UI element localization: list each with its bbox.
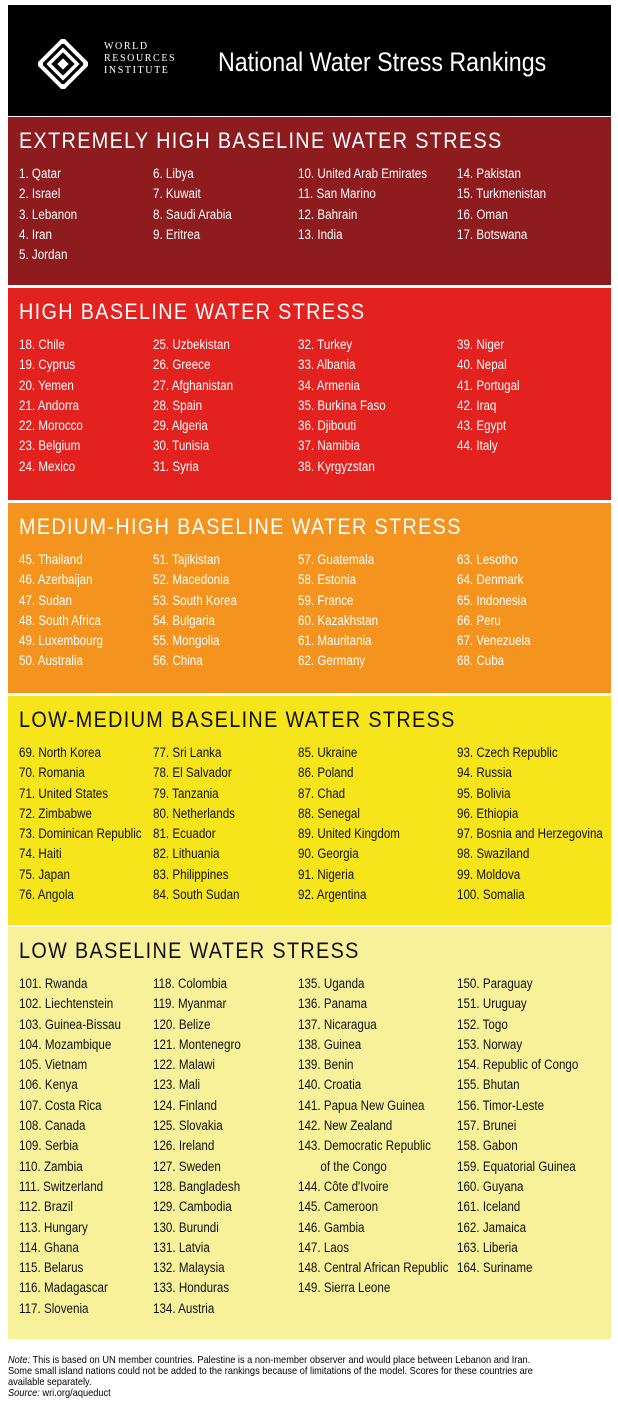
ranking-column (298, 550, 448, 672)
org-name (104, 41, 200, 77)
ranking-item: 153. Norway (457, 1036, 523, 1052)
ranking-item: 67. Venezuela (457, 633, 531, 649)
ranking-item: 49. Luxembourg (19, 633, 103, 649)
ranking-item: 106. Kenya (19, 1077, 78, 1093)
ranking-item: 37. Namibia (298, 438, 360, 454)
ranking-item: 22. Morocco (19, 418, 83, 434)
ranking-item: 101. Rwanda (19, 976, 88, 991)
ranking-column (153, 974, 303, 1319)
ranking-item: 3. Lebanon (19, 206, 78, 222)
ranking-item: 63. Lesotho (457, 552, 518, 567)
ranking-item: 71. United States (19, 785, 109, 801)
ranking-item: 151. Uruguay (457, 996, 527, 1012)
ranking-column (457, 974, 607, 1278)
ranking-item: 24. Mexico (19, 458, 76, 474)
ranking-item: 34. Armenia (298, 377, 360, 393)
ranking-item: 97. Bosnia and Herzegovina (457, 826, 603, 842)
ranking-item: 152. Togo (457, 1016, 508, 1032)
ranking-item: 96. Ethiopia (457, 805, 519, 821)
ranking-item: 35. Burkina Faso (298, 397, 386, 413)
ranking-column (19, 335, 169, 477)
ranking-item: 1. Qatar (19, 166, 61, 181)
ranking-item: 58. Estonia (298, 572, 357, 588)
ranking-item: 157. Brunei (457, 1118, 517, 1134)
ranking-item: 65. Indonesia (457, 592, 527, 608)
ranking-item: 159. Equatorial Guinea (457, 1158, 576, 1174)
ranking-item: 111. Switzerland (19, 1178, 104, 1194)
source-line (8, 1388, 539, 1399)
ranking-item: 129. Cambodia (153, 1199, 232, 1215)
ranking-item: 64. Denmark (457, 572, 524, 588)
section-low-medium (8, 696, 611, 925)
ranking-item: 142. New Zealand (298, 1118, 393, 1134)
org-name-line-1: WORLD (104, 41, 149, 52)
ranking-item: 116. Madagascar (19, 1280, 108, 1296)
ranking-column (298, 164, 448, 245)
ranking-item: 110. Zambia (19, 1158, 83, 1174)
ranking-item: 42. Iraq (457, 397, 497, 413)
ranking-item: 68. Cuba (457, 653, 505, 669)
ranking-item: 95. Bolivia (457, 785, 511, 801)
note-line-2: Some small island nations could not be added to the rankings because of limitations of the model. Scores for these countries are (8, 1365, 533, 1377)
section-title: HIGH BASELINE WATER STRESS (19, 299, 366, 324)
ranking-item: 156. Timor-Leste (457, 1097, 545, 1113)
ranking-item: 85. Ukraine (298, 745, 358, 760)
ranking-item: 28. Spain (153, 397, 203, 413)
ranking-item: 161. Iceland (457, 1199, 521, 1215)
ranking-item: 36. Djibouti (298, 418, 357, 434)
ranking-item: 23. Belgium (19, 438, 81, 454)
ranking-item: 150. Paraguay (457, 976, 533, 991)
ranking-item: 47. Sudan (19, 592, 72, 608)
ranking-item: 147. Laos (298, 1239, 350, 1255)
ranking-item: 66. Peru (457, 612, 501, 628)
ranking-item: 77. Sri Lanka (153, 745, 222, 760)
ranking-item: 84. South Sudan (153, 887, 240, 903)
ranking-item: 89. United Kingdom (298, 826, 400, 842)
ranking-item: 38. Kyrgyzstan (298, 458, 375, 474)
ranking-column (298, 335, 448, 477)
ranking-item: 76. Angola (19, 887, 74, 903)
ranking-item: 61. Mauritania (298, 633, 372, 649)
ranking-item: 98. Swaziland (457, 846, 530, 862)
ranking-item: 122. Malawi (153, 1057, 215, 1073)
ranking-item: 135. Uganda (298, 976, 365, 991)
ranking-item: 16. Oman (457, 206, 508, 222)
ranking-item: 112. Brazil (19, 1199, 73, 1215)
ranking-column (153, 550, 303, 672)
ranking-item: 78. El Salvador (153, 765, 232, 781)
section-low (8, 927, 611, 1339)
ranking-item: 127. Sweden (153, 1158, 221, 1174)
section-medium-high (8, 503, 611, 693)
section-extremely-high (8, 117, 611, 285)
ranking-item: 18. Chile (19, 337, 65, 352)
ranking-item: 139. Benin (298, 1057, 354, 1073)
ranking-item: 60. Kazakhstan (298, 612, 379, 628)
ranking-item: 149. Sierra Leone (298, 1280, 391, 1296)
ranking-column (153, 743, 303, 905)
ranking-item: 102. Liechtenstein (19, 996, 114, 1012)
section-title: LOW BASELINE WATER STRESS (19, 938, 360, 963)
ranking-item: 57. Guatemala (298, 552, 375, 567)
section-title: MEDIUM-HIGH BASELINE WATER STRESS (19, 514, 462, 539)
ranking-item: 119. Myanmar (153, 996, 227, 1012)
ranking-item: 56. China (153, 653, 203, 669)
ranking-item: 141. Papua New Guinea (298, 1097, 425, 1113)
ranking-item: 2. Israel (19, 186, 61, 202)
ranking-column (19, 743, 169, 905)
ranking-item: 17. Botswana (457, 226, 528, 242)
ranking-item: 144. Côte d'Ivoire (298, 1178, 389, 1194)
ranking-item: 4. Iran (19, 226, 52, 242)
ranking-item: 114. Ghana (19, 1239, 79, 1255)
ranking-item: 160. Guyana (457, 1178, 524, 1194)
ranking-item: 154. Republic of Congo (457, 1057, 579, 1073)
ranking-column (457, 550, 607, 672)
ranking-item: 10. United Arab Emirates (298, 166, 428, 181)
ranking-item: 46. Azerbaijan (19, 572, 93, 588)
ranking-item: 51. Tajikistan (153, 552, 220, 567)
note-label: Note: (8, 1354, 31, 1366)
ranking-item: 100. Somalia (457, 887, 525, 903)
ranking-item: 54. Bulgaria (153, 612, 215, 628)
ranking-item: 104. Mozambique (19, 1036, 112, 1052)
ranking-item: 162. Jamaica (457, 1219, 527, 1235)
ranking-item: 69. North Korea (19, 745, 101, 760)
ranking-item: 62. Germany (298, 653, 366, 669)
section-high (8, 288, 611, 500)
ranking-item: 115. Belarus (19, 1260, 84, 1276)
ranking-item: 45. Thailand (19, 552, 83, 567)
ranking-column (457, 164, 607, 245)
ranking-item: 12. Bahrain (298, 206, 358, 222)
ranking-item: 29. Algeria (153, 418, 208, 434)
ranking-column (19, 550, 169, 672)
ranking-item: 126. Ireland (153, 1138, 215, 1154)
ranking-item: 53. South Korea (153, 592, 237, 608)
ranking-column (298, 974, 448, 1299)
note-text-1: This is based on UN member countries. Palestine is a non-member observer and would place between Lebanon and Iran. (30, 1354, 531, 1366)
ranking-column (19, 164, 169, 265)
ranking-column (457, 743, 607, 905)
ranking-item: 21. Andorra (19, 397, 80, 413)
ranking-item: 164. Suriname (457, 1260, 533, 1276)
org-name-line-2: RESOURCES (104, 53, 177, 64)
ranking-item: 113. Hungary (19, 1219, 88, 1235)
ranking-item: 5. Jordan (19, 247, 68, 263)
ranking-item: 52. Macedonia (153, 572, 230, 588)
ranking-item: 108. Canada (19, 1118, 86, 1134)
ranking-item: 145. Cameroon (298, 1199, 379, 1215)
section-title: LOW-MEDIUM BASELINE WATER STRESS (19, 707, 456, 732)
ranking-item: 8. Saudi Arabia (153, 206, 232, 222)
ranking-item: 43. Egypt (457, 418, 507, 434)
ranking-item: 13. India (298, 226, 343, 242)
ranking-item: 55. Mongolia (153, 633, 220, 649)
ranking-item: 92. Argentina (298, 887, 367, 903)
ranking-item: 143. Democratic Republic (298, 1138, 431, 1154)
source-text: wri.org/aqueduct (39, 1387, 111, 1399)
ranking-item: 7. Kuwait (153, 186, 201, 202)
ranking-item: 74. Haiti (19, 846, 62, 862)
ranking-item: 20. Yemen (19, 377, 74, 393)
ranking-item: 50. Australia (19, 653, 83, 669)
ranking-item: 39. Niger (457, 337, 505, 352)
ranking-column (298, 743, 448, 905)
ranking-item: 15. Turkmenistan (457, 186, 547, 202)
ranking-item: 125. Slovakia (153, 1118, 223, 1134)
ranking-column (19, 974, 169, 1319)
ranking-item: 105. Vietnam (19, 1057, 88, 1073)
ranking-item: 123. Mali (153, 1077, 201, 1093)
ranking-item: 33. Albania (298, 357, 356, 373)
ranking-item: 93. Czech Republic (457, 745, 558, 760)
ranking-item: 11. San Marino (298, 186, 376, 202)
ranking-item: 134. Austria (153, 1300, 215, 1316)
ranking-item: 31. Syria (153, 458, 199, 474)
ranking-item: 103. Guinea-Bissau (19, 1016, 121, 1032)
ranking-item: 138. Guinea (298, 1036, 362, 1052)
ranking-item: 94. Russia (457, 765, 512, 781)
ranking-item: 118. Colombia (153, 976, 228, 991)
note-line-3: available separately. (8, 1376, 92, 1388)
ranking-item: 99. Moldova (457, 866, 521, 882)
ranking-column (457, 335, 607, 457)
ranking-item: 9. Eritrea (153, 226, 201, 242)
section-title: EXTREMELY HIGH BASELINE WATER STRESS (19, 128, 503, 153)
ranking-item: 163. Liberia (457, 1239, 518, 1255)
ranking-item: 14. Pakistan (457, 166, 521, 181)
ranking-item: 81. Ecuador (153, 826, 216, 842)
ranking-item: 40. Nepal (457, 357, 507, 373)
ranking-item: 87. Chad (298, 785, 346, 801)
ranking-item: 133. Honduras (153, 1280, 230, 1296)
ranking-item: 140. Croatia (298, 1077, 362, 1093)
ranking-item: 128. Bangladesh (153, 1178, 241, 1194)
ranking-item: 19. Cyprus (19, 357, 76, 373)
ranking-item: 90. Georgia (298, 846, 359, 862)
ranking-item: 158. Gabon (457, 1138, 518, 1154)
ranking-item: 91. Nigeria (298, 866, 355, 882)
page-title: National Water Stress Rankings (218, 47, 547, 77)
ranking-item: 80. Netherlands (153, 805, 235, 821)
ranking-item: 130. Burundi (153, 1219, 219, 1235)
ranking-item: 124. Finland (153, 1097, 217, 1113)
ranking-item: 107. Costa Rica (19, 1097, 102, 1113)
ranking-item: 120. Belize (153, 1016, 211, 1032)
ranking-item: 136. Panama (298, 996, 368, 1012)
ranking-item: 70. Romania (19, 765, 85, 781)
ranking-item: 83. Philippines (153, 866, 229, 882)
ranking-item: 72. Zimbabwe (19, 805, 92, 821)
ranking-item: 146. Gambia (298, 1219, 365, 1235)
ranking-item: 30. Tunisia (153, 438, 210, 454)
ranking-item: 73. Dominican Republic (19, 826, 142, 842)
ranking-item: 26. Greece (153, 357, 211, 373)
ranking-item: 88. Senegal (298, 805, 360, 821)
wri-knot-logo-icon (38, 39, 88, 89)
ranking-item: 82. Lithuania (153, 846, 220, 862)
ranking-item: 155. Bhutan (457, 1077, 520, 1093)
ranking-item: of the Congo (320, 1158, 387, 1174)
ranking-column (153, 335, 303, 477)
ranking-item: 25. Uzbekistan (153, 337, 230, 352)
ranking-item: 6. Libya (153, 166, 194, 181)
ranking-item: 59. France (298, 592, 354, 608)
footnotes (8, 1355, 611, 1399)
ranking-item: 79. Tanzania (153, 785, 219, 801)
ranking-item: 109. Serbia (19, 1138, 79, 1154)
ranking-item: 132. Malaysia (153, 1260, 225, 1276)
ranking-item: 148. Central African Republic (298, 1260, 449, 1276)
ranking-column (153, 164, 303, 245)
ranking-item: 117. Slovenia (19, 1300, 89, 1316)
ranking-item: 137. Nicaragua (298, 1016, 377, 1032)
ranking-item: 86. Poland (298, 765, 354, 781)
ranking-item: 75. Japan (19, 866, 71, 882)
ranking-item: 48. South Africa (19, 612, 101, 628)
ranking-item: 41. Portugal (457, 377, 520, 393)
ranking-item: 121. Montenegro (153, 1036, 241, 1052)
org-name-line-3: INSTITUTE (104, 65, 170, 76)
ranking-item: 131. Latvia (153, 1239, 210, 1255)
source-label: Source: (8, 1387, 40, 1399)
ranking-item: 32. Turkey (298, 337, 353, 352)
ranking-item: 27. Afghanistan (153, 377, 234, 393)
header-banner (8, 5, 611, 116)
ranking-item: 44. Italy (457, 438, 498, 454)
